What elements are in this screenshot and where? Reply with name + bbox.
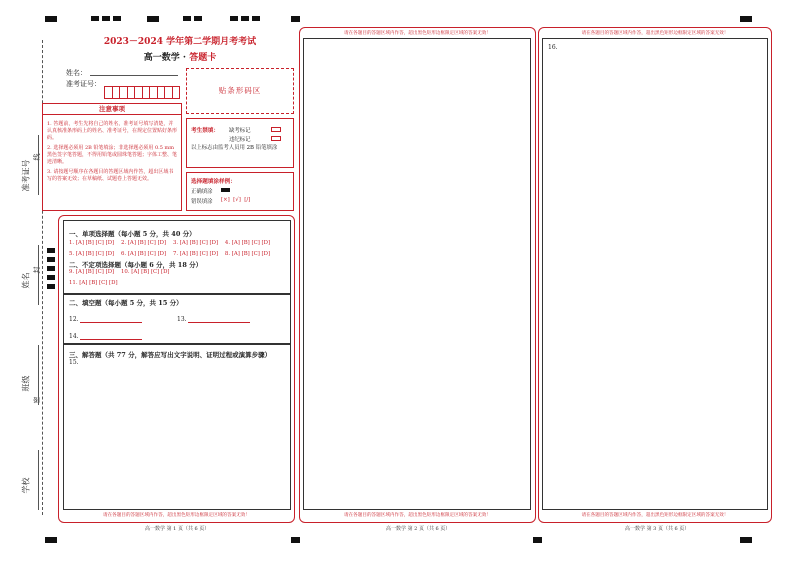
side-timing-mark	[47, 266, 55, 271]
side-timing-mark	[47, 275, 55, 280]
fill-correct-sample	[221, 188, 230, 192]
name-label: 姓名：	[66, 69, 87, 77]
timing-mark	[183, 16, 191, 21]
section-choice-title: 一、单项选择题（每小题 5 分，共 40 分）	[69, 230, 196, 238]
corner-mark-bottom-mid2	[533, 537, 542, 543]
exam-no-grid[interactable]	[104, 86, 180, 99]
page1-footer: 高一数学 第 1 页（共 6 页）	[145, 526, 210, 532]
side-underline	[38, 450, 39, 510]
side-label-school: 学校	[21, 477, 31, 494]
page3-footer: 高一数学 第 3 页（共 6 页）	[625, 526, 690, 532]
barcode-area-label: 贴条形码区	[218, 86, 262, 95]
timing-mark	[230, 16, 238, 21]
subject-title	[120, 50, 240, 63]
page3-answer-area[interactable]	[542, 38, 768, 510]
exam-title: 2023－2024 学年第二学期月考考试	[103, 37, 257, 47]
exam-status-box	[186, 118, 294, 168]
absent-mark-label: 缺考标记	[229, 128, 251, 134]
name-field[interactable]	[90, 75, 178, 76]
choice-row-1-4[interactable]: 1. [A] [B] [C] [D] 2. [A] [B] [C] [D] 3. [A] [B] [C] [D] 4. [A] [B] [C] [D]	[69, 240, 271, 246]
fill-correct-label: 正确填涂	[191, 189, 213, 195]
timing-mark	[102, 16, 110, 21]
q13-answer-line[interactable]	[188, 322, 250, 323]
timing-mark	[194, 16, 202, 21]
page2-footer: 高一数学 第 2 页（共 6 页）	[386, 526, 451, 532]
fill-sample-box	[186, 172, 294, 211]
exam-no-label: 准考证号：	[66, 80, 101, 88]
side-label-exam-no: 准考证号	[21, 159, 31, 192]
answer-card-label: 答题卡	[189, 53, 217, 63]
page2-top-warning: 请在各题目的答题区域内作答，超出黑色矩形边框限定区域的答案无效！	[343, 31, 491, 36]
q14-answer-line[interactable]	[80, 339, 142, 340]
section-solution-title: 三、解答题（共 77 分，解答应写出文字说明、证明过程或演算步骤）	[69, 351, 272, 359]
side-timing-mark	[47, 284, 55, 289]
q12-answer-line[interactable]	[80, 322, 142, 323]
section-multi-choice-title: 二、不定项选择题（每小题 6 分，共 18 分）	[69, 261, 203, 269]
exam-status-label: 考生禁填：	[191, 128, 219, 134]
page2-bottom-warning: 请在各题目的答题区域内作答，超出黑色矩形边框限定区域的答案无效！	[343, 513, 491, 518]
fill-wrong-samples: [×] [√] [/]	[221, 197, 251, 203]
choice-row-5-8[interactable]: 5. [A] [B] [C] [D] 6. [A] [B] [C] [D] 7. [A] [B] [C] [D] 8. [A] [B] [C] [D]	[69, 251, 271, 257]
side-timing-mark	[47, 257, 55, 262]
timing-mark	[91, 16, 99, 21]
timing-mark	[252, 16, 260, 21]
side-label-class: 班级	[21, 375, 31, 392]
q15-label: 15.	[69, 359, 79, 366]
section-solution[interactable]	[63, 344, 291, 510]
corner-mark-bottom-mid	[291, 537, 300, 543]
notice-item-2: 2. 选择题必须用 2B 铅笔填涂；非选择题必须用 0.5 mm 黑色签字笔答题，不得用铅笔或圆珠笔答题；字体工整、笔迹清晰。	[47, 145, 178, 165]
exam-status-note: 以上标志由监考人员用 2B 铅笔填涂	[191, 145, 278, 151]
corner-mark-top-left	[45, 16, 57, 22]
corner-mark-top-mid	[291, 16, 300, 22]
side-underline	[38, 245, 39, 305]
fill-sample-title: 选择题填涂样例：	[191, 179, 236, 185]
q12-label: 12.	[69, 316, 79, 323]
multi-choice-row-9-10[interactable]: 9. [A] [B] [C] [D] 10. [A] [B] [C] [D]	[69, 269, 170, 275]
q13-label: 13.	[177, 316, 187, 323]
seal-text-close: 密	[33, 396, 41, 404]
notice-box	[42, 103, 182, 211]
side-timing-mark	[47, 248, 55, 253]
side-label-name: 姓名	[21, 272, 31, 289]
multi-choice-row-11[interactable]: 11. [A] [B] [C] [D]	[69, 280, 118, 286]
page2-answer-area[interactable]	[303, 38, 531, 510]
notice-item-3: 3. 请按题号顺序在各题目的答题区域内作答，超出区域书写的答案无效；在草稿纸、试题卷上答题无效。	[47, 169, 174, 182]
fill-wrong-label: 错误填涂	[191, 199, 213, 205]
timing-mark	[241, 16, 249, 21]
corner-mark-bottom-left	[45, 537, 57, 543]
q16-label: 16.	[548, 44, 558, 51]
notice-item-1: 1. 答题前，考生先将自己的姓名，准考证号填写清楚，并认真核准条形码上的姓名、准考证号，在规定位置贴好条形码。	[47, 121, 178, 141]
seal-text-line: 线	[33, 153, 41, 161]
q14-label: 14.	[69, 333, 79, 340]
corner-mark-top-right	[740, 16, 752, 22]
page3-top-warning: 请在各题目的答题区域内作答，超出黑色矩形边框限定区域的答案无效！	[581, 31, 729, 36]
timing-mark	[113, 16, 121, 21]
page3-bottom-warning: 请在各题目的答题区域内作答，超出黑色矩形边框限定区域的答案无效！	[581, 513, 729, 518]
seal-text-bind: 封	[33, 266, 41, 274]
timing-mark	[147, 16, 159, 22]
subject-name: 高一数学 ·	[143, 53, 190, 63]
side-underline	[38, 135, 39, 195]
absent-mark-box[interactable]	[271, 127, 281, 132]
side-underline	[38, 345, 39, 405]
page1-bottom-warning: 请在各题目的答题区域内作答，超出黑色矩形边框限定区域的答案无效！	[102, 513, 250, 518]
notice-title: 注意事项	[43, 104, 181, 115]
barcode-area	[186, 68, 294, 114]
corner-mark-bottom-right	[740, 537, 752, 543]
section-fill-blank-title: 二、填空题（每小题 5 分，共 15 分）	[69, 299, 183, 307]
violation-mark-box[interactable]	[271, 136, 281, 141]
violation-mark-label: 违纪标记	[229, 137, 251, 143]
